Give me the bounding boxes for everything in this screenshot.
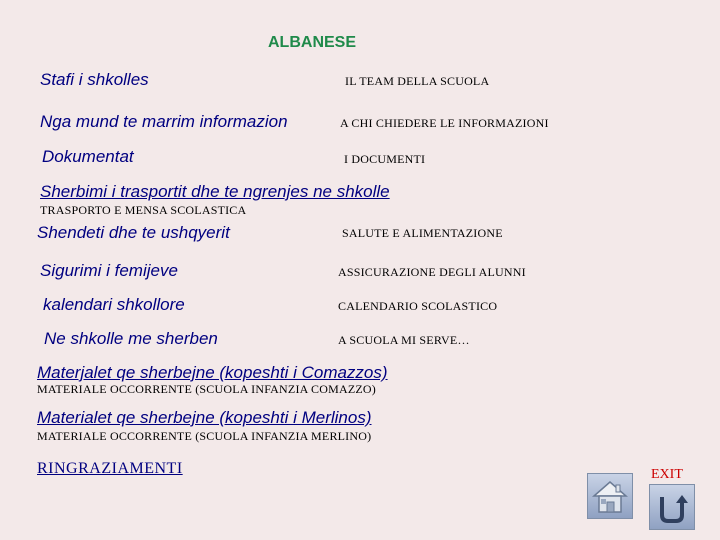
link-trasportit[interactable]: Sherbimi i trasportit dhe te ngrenjes ne shkolle [40, 182, 390, 201]
exit-link[interactable]: EXIT [651, 467, 683, 482]
label-salute: SALUTE E ALIMENTAZIONE [342, 226, 503, 240]
label-team: IL TEAM DELLA SCUOLA [345, 74, 490, 88]
page-title: ALBANESE [268, 34, 357, 51]
label-documenti: I DOCUMENTI [344, 152, 426, 166]
return-button[interactable] [649, 484, 695, 530]
label-chi-chiedere: A CHI CHIEDERE LE INFORMAZIONI [340, 116, 549, 130]
label-materiale-merlino: MATERIALE OCCORRENTE (SCUOLA INFANZIA MERLINO) [37, 429, 372, 443]
label-materiale-comazzo: MATERIALE OCCORRENTE (SCUOLA INFANZIA COMAZZO) [37, 382, 376, 396]
link-ne-shkolle[interactable]: Ne shkolle me sherben [44, 329, 218, 348]
label-trasporto: TRASPORTO E MENSA SCOLASTICA [40, 203, 247, 217]
home-icon [588, 474, 632, 518]
home-button[interactable] [587, 473, 633, 519]
link-materialet-merlino[interactable]: Materialet qe sherbejne (kopeshti i Merlinos) [37, 408, 372, 427]
label-assicurazione: ASSICURAZIONE DEGLI ALUNNI [338, 265, 526, 279]
ringraziamenti-link[interactable]: RINGRAZIAMENTI [37, 460, 183, 477]
link-kalendari[interactable]: kalendari shkollore [43, 295, 185, 314]
link-shendeti[interactable]: Shendeti dhe te ushqyerit [37, 223, 230, 242]
label-a-scuola: A SCUOLA MI SERVE… [338, 333, 470, 347]
return-icon [650, 485, 694, 529]
link-stafi[interactable]: Stafi i shkolles [40, 70, 149, 89]
link-dokumentat[interactable]: Dokumentat [42, 147, 134, 166]
link-informazion[interactable]: Nga mund te marrim informazion [40, 112, 288, 131]
label-calendario: CALENDARIO SCOLASTICO [338, 299, 498, 313]
link-materialet-comazzo[interactable]: Materjalet qe sherbejne (kopeshti i Comazzos) [37, 363, 388, 382]
link-sigurimi[interactable]: Sigurimi i femijeve [40, 261, 178, 280]
